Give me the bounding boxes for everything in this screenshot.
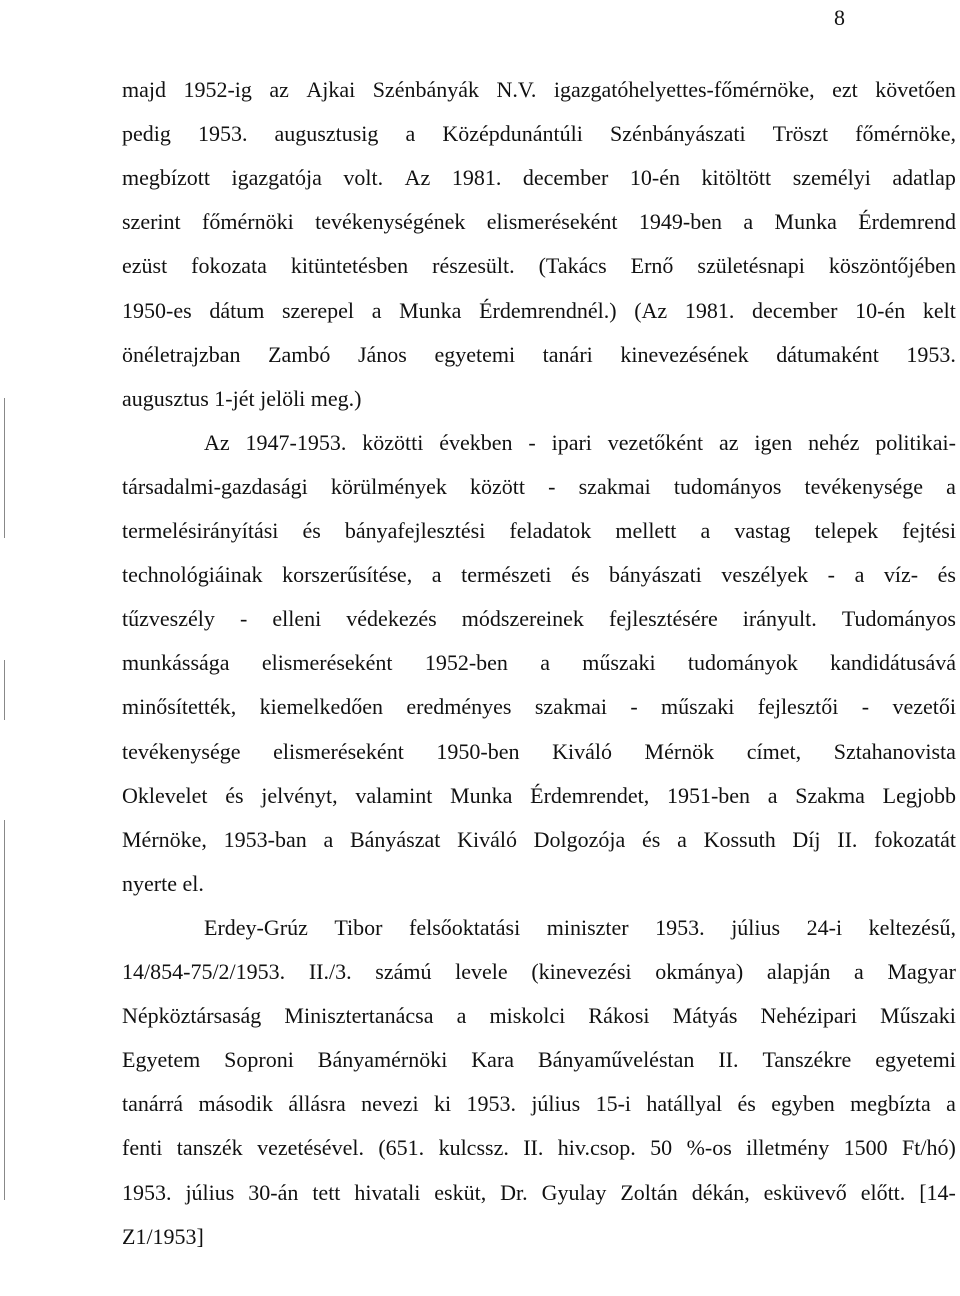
text-line: Erdey-Grúz Tibor felsőoktatási miniszter 1953. július 24-i keltezésű, — [204, 914, 956, 940]
text-line: termelésirányítási és bányafejlesztési feladatok mellett a vastag telepek fejtési — [122, 518, 956, 543]
text-line: Z1/1953] — [122, 1223, 204, 1249]
text-line: fenti tanszék vezetésével. (651. kulcssz. II. hiv.csop. 50 %-os illetmény 1500 Ft/hó) — [122, 1135, 956, 1161]
text-line: Az 1947-1953. közötti években - ipari vezetőként az igen nehéz politikai- — [204, 429, 956, 455]
text-line: munkássága elismeréseként 1952-ben a műszaki tudományok kandidátusává — [122, 650, 956, 676]
page-number: 8 — [834, 5, 845, 30]
text-line: 1950-es dátum szerepel a Munka Érdemrendnél.) (Az 1981. december 10-én kelt — [122, 297, 956, 323]
text-line: pedig 1953. augusztusig a Középdunántúli Szénbányászati Tröszt főmérnöke, — [122, 121, 956, 147]
text-line: Oklevelet és jelvényt, valamint Munka Érdemrendet, 1951-ben a Szakma Legjobb — [122, 782, 956, 808]
text-line: technológiáinak korszerűsítése, a természeti és bányászati veszélyek - a víz- és — [122, 562, 956, 588]
margin-mark-middle — [4, 660, 5, 720]
text-line: tűzveszély - elleni védekezés módszereinek fejlesztésére irányult. Tudományos — [122, 606, 956, 632]
text-line: tanárrá második állásra nevezi ki 1953. július 15-i hatállyal és egyben megbízta a — [122, 1091, 956, 1117]
text-line: Mérnöke, 1953-ban a Bányászat Kiváló Dolgozója és a Kossuth Díj II. fokozatát — [122, 826, 956, 852]
text-line: önéletrajzban Zambó János egyetemi tanári kinevezésének dátumaként 1953. — [122, 341, 956, 367]
text-line: ezüst fokozata kitüntetésben részesült. (Takács Ernő születésnapi köszöntőjében — [122, 253, 956, 279]
margin-mark-top — [4, 398, 5, 538]
text-line: Egyetem Soproni Bányamérnöki Kara Bányaműveléstan II. Tanszékre egyetemi — [122, 1047, 956, 1073]
text-line: szerint főmérnöki tevékenységének elismeréseként 1949-ben a Munka Érdemrend — [122, 209, 956, 235]
margin-mark-bottom — [4, 820, 5, 1200]
text-line: nyerte el. — [122, 870, 204, 896]
text-line: társadalmi-gazdasági körülmények között - szakmai tudományos tevékenysége a — [122, 473, 956, 499]
text-line: 14/854-75/2/1953. II./3. számú levele (kinevezési okmánya) alapján a Magyar — [122, 959, 956, 984]
text-line: 1953. július 30-án tett hivatali esküt, Dr. Gyulay Zoltán dékán, esküvevő előtt. [14- — [122, 1179, 956, 1205]
text-line: Népköztársaság Minisztertanácsa a miskolci Rákosi Mátyás Nehézipari Műszaki — [122, 1003, 956, 1029]
text-line: majd 1952-ig az Ajkai Szénbányák N.V. igazgatóhelyettes-főmérnöke, ezt követően — [122, 77, 956, 102]
text-line: minősítették, kiemelkedően eredményes szakmai - műszaki fejlesztői - vezetői — [122, 694, 956, 720]
text-line: tevékenysége elismeréseként 1950-ben Kiváló Mérnök címet, Sztahanovista — [122, 738, 956, 764]
text-line: augusztus 1-jét jelöli meg.) — [122, 385, 362, 411]
text-line: megbízott igazgatója volt. Az 1981. december 10-én kitöltött személyi adatlap — [122, 165, 956, 191]
